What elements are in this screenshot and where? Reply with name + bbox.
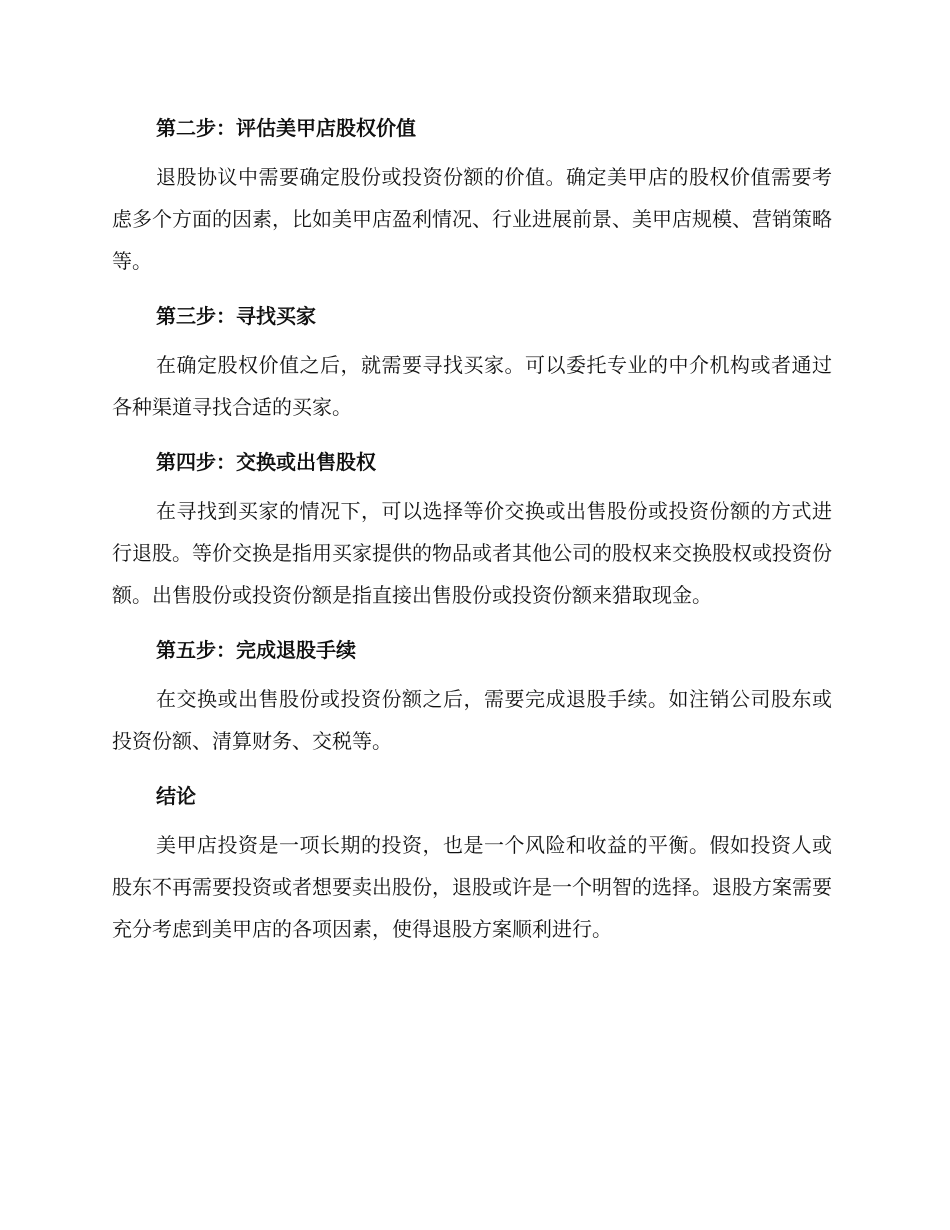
section-heading-step3: 第三步：寻找买家 [156,304,316,328]
document-page [112,108,832,964]
section-heading-step4: 第四步：交换或出售股权 [156,450,376,474]
section-heading-step2: 第二步：评估美甲店股权价值 [156,116,416,140]
section-body-conclusion: 美甲店投资是一项长期的投资，也是一个风险和收益的平衡。假如投资人或股东不再需要投资或者想要卖出股份，退股或许是一个明智的选择。退股方案需要充分考虑到美甲店的各项因素，使得退股方案顺利进行。 [112,833,832,941]
section-body-step3: 在确定股权价值之后，就需要寻找买家。可以委托专业的中介机构或者通过各种渠道寻找合适的买家。 [112,353,832,419]
section-heading-step5: 第五步：完成退股手续 [156,638,356,662]
section-body-step4: 在寻找到买家的情况下，可以选择等价交换或出售股份或投资份额的方式进行退股。等价交换是指用买家提供的物品或者其他公司的股权来交换股权或投资份额。出售股份或投资份额是指直接出售股份或投资份额来猎取现金。 [112,499,832,607]
section-body-step5: 在交换或出售股份或投资份额之后，需要完成退股手续。如注销公司股东或投资份额、清算财务、交税等。 [112,687,832,753]
section-heading-conclusion: 结论 [156,784,196,808]
section-body-step2: 退股协议中需要确定股份或投资份额的价值。确定美甲店的股权价值需要考虑多个方面的因素，比如美甲店盈利情况、行业进展前景、美甲店规模、营销策略等。 [112,165,832,273]
